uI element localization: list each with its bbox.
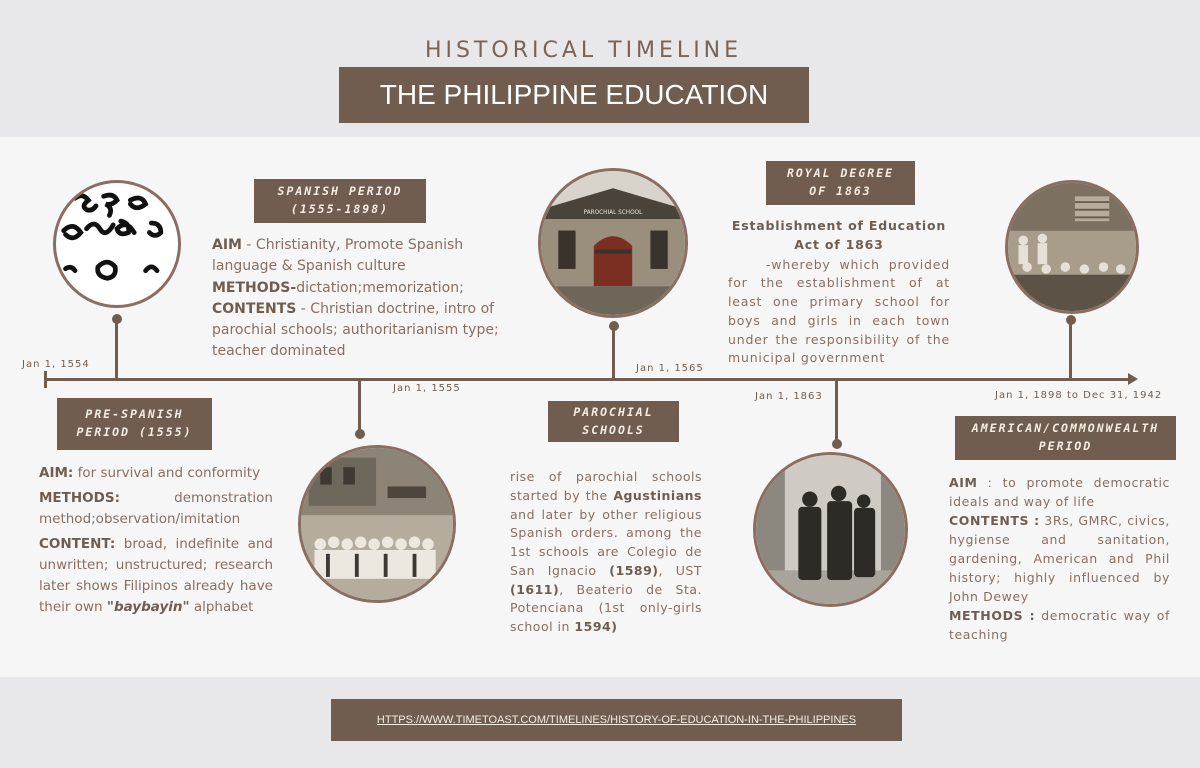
- american-contents-label: CONTENTS :: [949, 513, 1040, 528]
- timeline-axis: [47, 378, 1132, 381]
- american-aim-text: : to promote democratic ideals and way of life: [949, 475, 1170, 509]
- friars-illustration: [756, 455, 905, 604]
- parochial-year-1589: (1589): [609, 562, 659, 578]
- page-title: [339, 67, 809, 123]
- spanish-tag-line1: SPANISH PERIOD: [277, 184, 403, 199]
- parochial-schools-tag: [548, 401, 679, 442]
- pre-spanish-content-label: CONTENT:: [39, 535, 116, 552]
- spanish-description: [212, 235, 504, 363]
- baybayin-illustration: [56, 183, 178, 305]
- royal-heading: Establishment of Education Act of 1863: [731, 218, 947, 252]
- date-1863: Jan 1, 1863: [755, 391, 823, 402]
- page-title-text: THE PHILIPPINE EDUCATION: [379, 79, 769, 110]
- american-methods: [949, 606, 1170, 644]
- pre-spanish-aim: [39, 463, 273, 484]
- american-description: [949, 473, 1170, 644]
- spanish-aim-text: - Christianity, Promote Spanish language & Spanish culture: [212, 237, 464, 275]
- royal-degree-tag: [766, 161, 915, 205]
- pre-spanish-content-text: broad, indefinite and unwritten; unstructured; research later shows Filipinos already have their own: [39, 535, 273, 615]
- parochial-agustinians: Agustinians: [613, 487, 702, 503]
- school-group-illustration: [301, 448, 453, 600]
- parochial-school-illustration: [541, 171, 685, 315]
- american-methods-text: democratic way of teaching: [949, 608, 1170, 642]
- pre-spanish-aim-label: AIM:: [39, 465, 74, 481]
- spanish-tag-line2: (1555-1898): [290, 202, 390, 216]
- royal-description: [728, 217, 950, 368]
- school-group-photo: [298, 445, 456, 603]
- parochial-year-1611: (1611): [510, 581, 560, 597]
- date-1555: Jan 1, 1555: [393, 383, 461, 394]
- source-link-box: [331, 699, 902, 741]
- american-tag-line2: PERIOD: [1038, 439, 1093, 453]
- pre-spanish-tag-line1: PRE-SPANISH: [85, 407, 184, 422]
- pre-spanish-content: [39, 534, 273, 618]
- pre-spanish-methods-text: demonstration method;observation/imitation: [39, 489, 273, 527]
- baybayin-photo: [53, 180, 181, 308]
- date-1565: Jan 1, 1565: [636, 363, 704, 374]
- parochial-tag-line1: PAROCHIAL: [573, 404, 654, 419]
- american-contents: [949, 511, 1170, 606]
- parochial-text-4: , Beaterio de Sta. Potenciana (1st only-girls school in: [510, 581, 702, 634]
- royal-tag-line2: OF 1863: [809, 184, 872, 198]
- pre-spanish-tag: [57, 398, 212, 450]
- pre-spanish-methods: [39, 488, 273, 530]
- pre-spanish-methods-label: METHODS:: [39, 489, 120, 506]
- american-aim-label: AIM: [949, 475, 978, 490]
- marker-stem-pre-spanish: [115, 320, 118, 378]
- date-1554: Jan 1, 1554: [22, 359, 90, 370]
- marker-stem-spanish: [358, 380, 361, 432]
- american-period-tag: [955, 416, 1176, 460]
- pre-spanish-description: [39, 463, 273, 617]
- parochial-school-photo: [538, 168, 688, 318]
- american-tag-line1: AMERICAN/COMMONWEALTH: [971, 421, 1160, 436]
- school-sign-text: PAROCHIAL SCHOOL: [583, 210, 643, 217]
- parochial-tag-line2: SCHOOLS: [582, 422, 645, 437]
- spanish-period-tag: [254, 179, 426, 223]
- pre-spanish-content-end: alphabet: [189, 598, 254, 615]
- pre-spanish-aim-text: for survival and conformity: [73, 465, 261, 481]
- spanish-aim: [212, 235, 504, 278]
- spanish-contents: [212, 299, 504, 363]
- spanish-methods-text: dictation;memorization;: [296, 279, 464, 296]
- marker-stem-american: [1069, 320, 1072, 378]
- american-classroom-illustration: [1008, 183, 1136, 311]
- pre-spanish-tag-line2: PERIOD (1555): [76, 425, 193, 439]
- marker-stem-royal: [835, 381, 838, 442]
- parochial-text-3: , UST: [658, 562, 702, 578]
- american-contents-text: 3Rs, GMRC, civics, hygiense and sanitation, gardening, American and Phil history; highly influenced by John Dewey: [949, 513, 1170, 604]
- date-1898-1942: Jan 1, 1898 to Dec 31, 1942: [995, 390, 1163, 401]
- american-aim: [949, 473, 1170, 511]
- spanish-methods-label: METHODS-: [212, 279, 297, 296]
- parochial-year-1594: 1594): [574, 619, 618, 634]
- marker-stem-parochial: [612, 326, 615, 378]
- spanish-contents-text: - Christian doctrine, intro of parochial schools; authoritarianism type; teacher dominated: [212, 300, 499, 360]
- page-subtitle: HISTORICAL TIMELINE: [424, 38, 743, 63]
- royal-text: -whereby which provided for the establishment of at least one primary school for boys and girls in each town under the responsibility of the municipal government: [728, 256, 950, 366]
- pre-spanish-baybayin: "baybayin": [106, 598, 190, 615]
- friars-photo: [753, 452, 908, 607]
- parochial-description: [510, 468, 702, 637]
- spanish-contents-label: CONTENTS: [212, 300, 297, 317]
- american-methods-label: METHODS :: [949, 608, 1036, 623]
- american-classroom-photo: [1005, 180, 1139, 314]
- parochial-text-2: and later by other religious Spanish orders. among the 1st schools are Colegio de San Ignacio: [510, 506, 702, 578]
- source-link[interactable]: HTTPS://WWW.TIMETOAST.COM/TIMELINES/HISTORY-OF-EDUCATION-IN-THE-PHILIPPINES: [376, 714, 857, 726]
- parochial-text-1: rise of parochial schools started by the: [510, 469, 702, 503]
- spanish-methods: [212, 278, 504, 299]
- spanish-aim-label: AIM: [212, 237, 242, 253]
- royal-tag-line1: ROYAL DEGREE: [786, 166, 895, 181]
- timeline-arrow-head: [1128, 373, 1138, 385]
- timeline-start-tick: [44, 371, 47, 388]
